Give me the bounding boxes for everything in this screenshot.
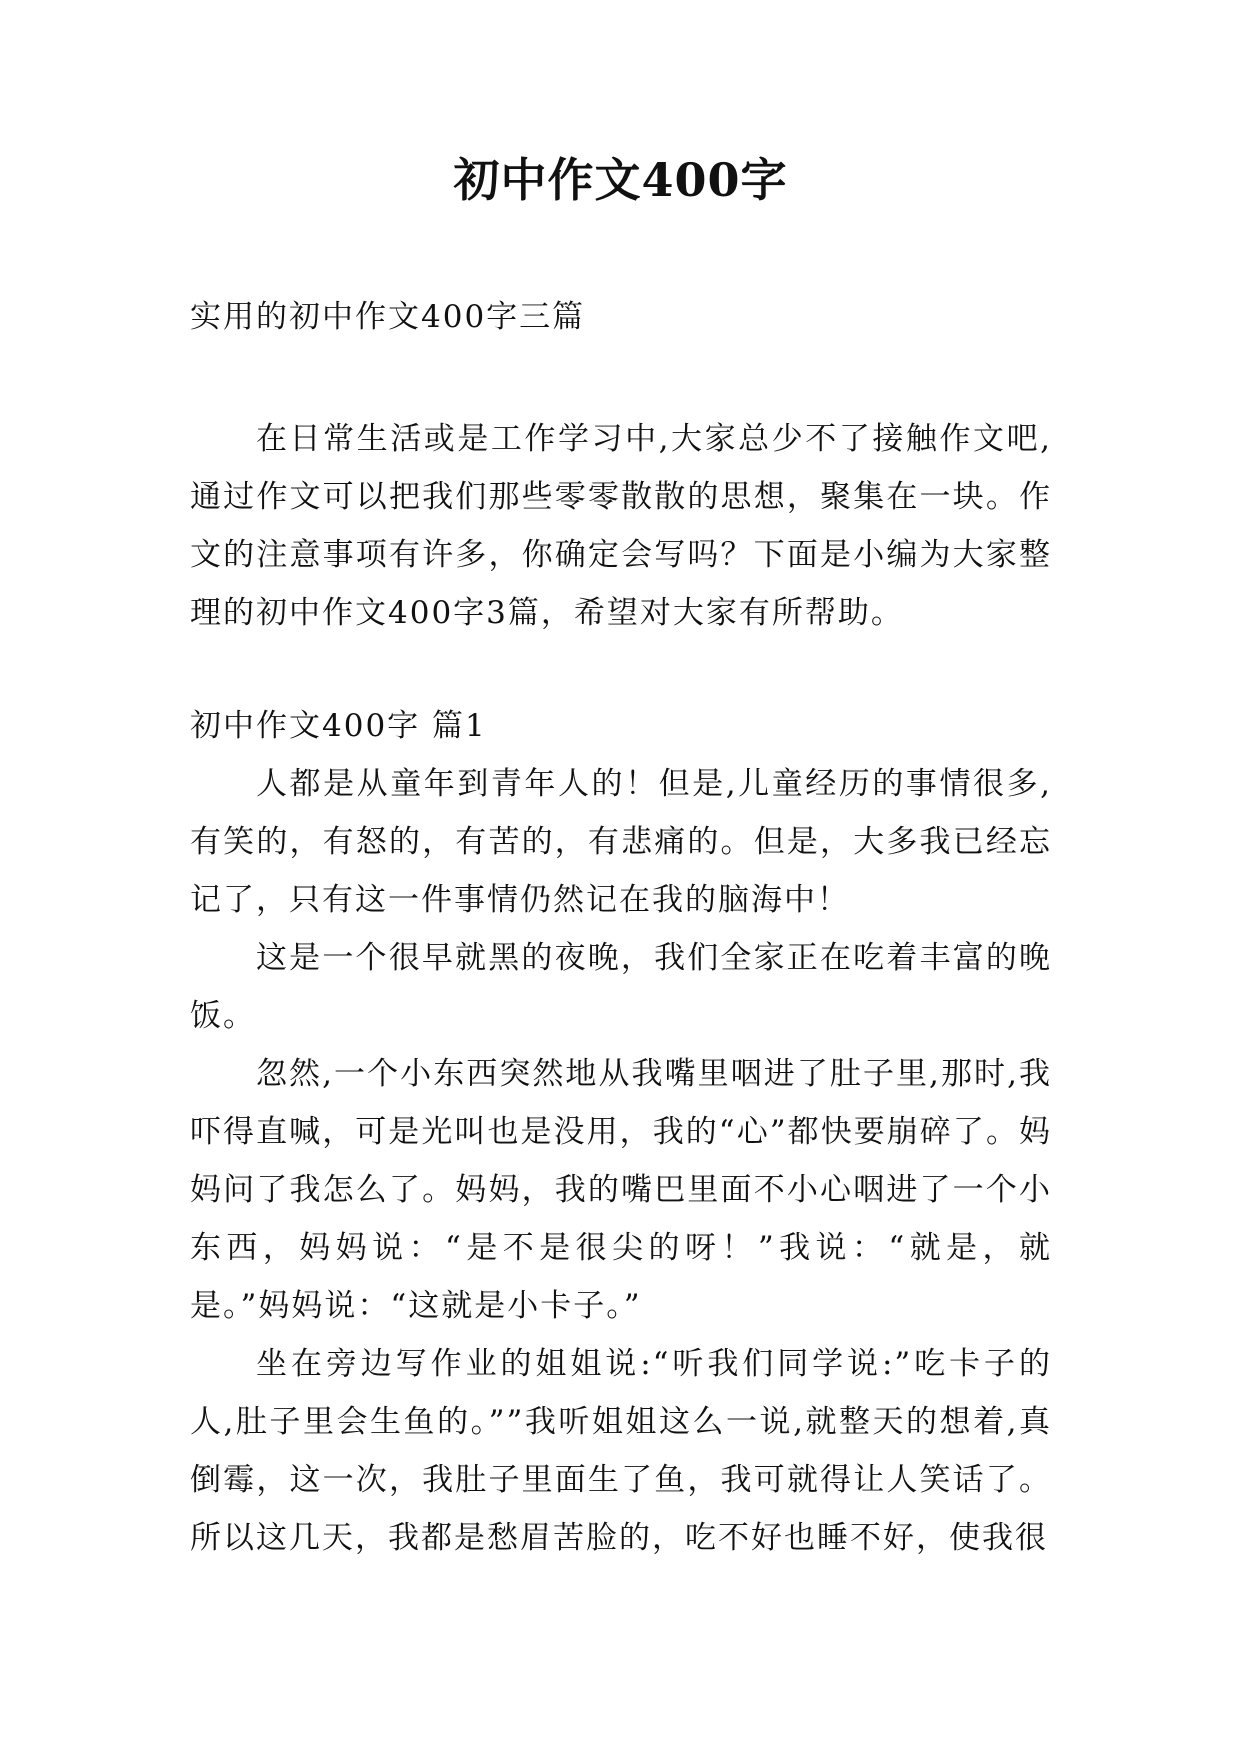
intro-section [190, 410, 1052, 642]
essay-paragraph: 这是一个很早就黑的夜晚，我们全家正在吃着丰富的晚饭。 [190, 940, 1052, 1034]
essay-section-header: 初中作文400字 篇1 [190, 708, 487, 744]
intro-paragraph: 在日常生活或是工作学习中,大家总少不了接触作文吧,通过作文可以把我们那些零零散散的思想，聚集在一块。作文的注意事项有许多，你确定会写吗？下面是小编为大家整理的初中作文400字3篇，希望对大家有所帮助。 [190, 421, 1052, 631]
document-subtitle: 实用的初中作文400字三篇 [190, 299, 586, 335]
essay-paragraph: 忽然,一个小东西突然地从我嘴里咽进了肚子里,那时,我吓得直喊，可是光叫也是没用，我的“心”都快要崩碎了。妈妈问了我怎么了。妈妈，我的嘴巴里面不小心咽进了一个小东西，妈妈说：“是不是很尖的呀！”我说：“就是，就是。”妈妈说：“这就是小卡子。” [190, 1056, 1052, 1324]
essay-paragraph: 坐在旁边写作业的姐姐说:“听我们同学说:”吃卡子的人,肚子里会生鱼的。””我听姐姐这么一说,就整天的想着,真倒霉，这一次，我肚子里面生了鱼，我可就得让人笑话了。所以这几天，我都是愁眉苦脸的，吃不好也睡不好，使我很 [190, 1346, 1052, 1556]
essay-section [190, 697, 1052, 1567]
document-title: 初中作文400字 [453, 153, 788, 207]
essay-paragraph: 人都是从童年到青年人的！但是,儿童经历的事情很多,有笑的，有怒的，有苦的，有悲痛的。但是，大多我已经忘记了，只有这一件事情仍然记在我的脑海中！ [190, 766, 1052, 918]
